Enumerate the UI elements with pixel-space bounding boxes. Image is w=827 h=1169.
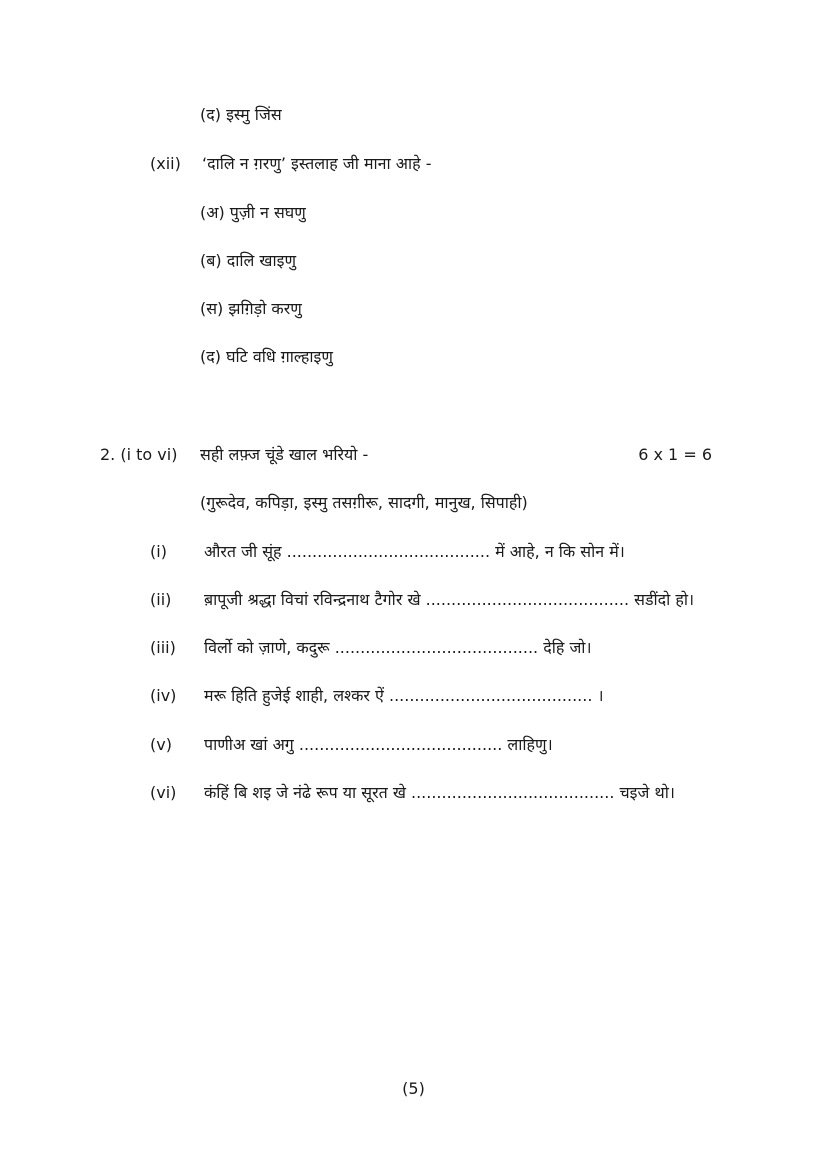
item-number-iii: (iii) xyxy=(150,638,176,657)
question-2-marks: 6 x 1 = 6 xyxy=(638,445,712,464)
question-xii-text: ‘दालि न ग़रणु’ इस्तलाह जी माना आहे - xyxy=(202,154,432,173)
item-number-v: (v) xyxy=(150,735,172,754)
option-d: (द) घटि वधि ग़ाल्हाइणु xyxy=(200,347,333,366)
item-text-ii: ब़ापूजी श्रद्धा विचां रविन्द्रनाथ टैगोर खे ........................................ सडींदो हो। xyxy=(204,590,695,609)
word-bank: (गुरूदेव, कपिड़ा, इस्मु तसग़ीरू, सादगी, मानुख, सिपाही) xyxy=(200,493,528,512)
option-a: (अ) पुज़ी न सघणु xyxy=(200,203,306,222)
question-number-xii: (xii) xyxy=(150,154,181,173)
item-text-iii: विर्लो को ज़ाणे, कदुरू ........................................ देहि जो। xyxy=(204,638,592,657)
item-text-iv: मरू हिति हुजेई शाही, लश्कर ऐं ........................................ । xyxy=(204,686,604,705)
item-text-v: पाणीअ खां अगु ........................................ लाहिणु। xyxy=(204,735,553,754)
item-number-vi: (vi) xyxy=(150,783,177,802)
option-c: (स) झग़िड़ो करणु xyxy=(200,299,302,318)
option-d-previous: (द) इस्मु जिंस xyxy=(200,105,282,124)
option-b: (ब) दालि खाइणु xyxy=(200,251,297,270)
item-text-vi: कंहिं बि शइ जे नंढे रूप या सूरत खे ........................................ चइजे थो। xyxy=(204,783,675,802)
item-number-iv: (iv) xyxy=(150,686,177,705)
item-number-ii: (ii) xyxy=(150,590,172,609)
question-2-number: 2. (i to vi) xyxy=(100,445,178,464)
page-number: (5) xyxy=(402,1079,425,1098)
question-2-instruction: सही लफ़्ज चूंडे खाल भरियो - xyxy=(200,445,369,464)
item-text-i: औरत जी सूंह ........................................ में आहे, न कि सोन में। xyxy=(204,542,625,561)
item-number-i: (i) xyxy=(150,542,167,561)
